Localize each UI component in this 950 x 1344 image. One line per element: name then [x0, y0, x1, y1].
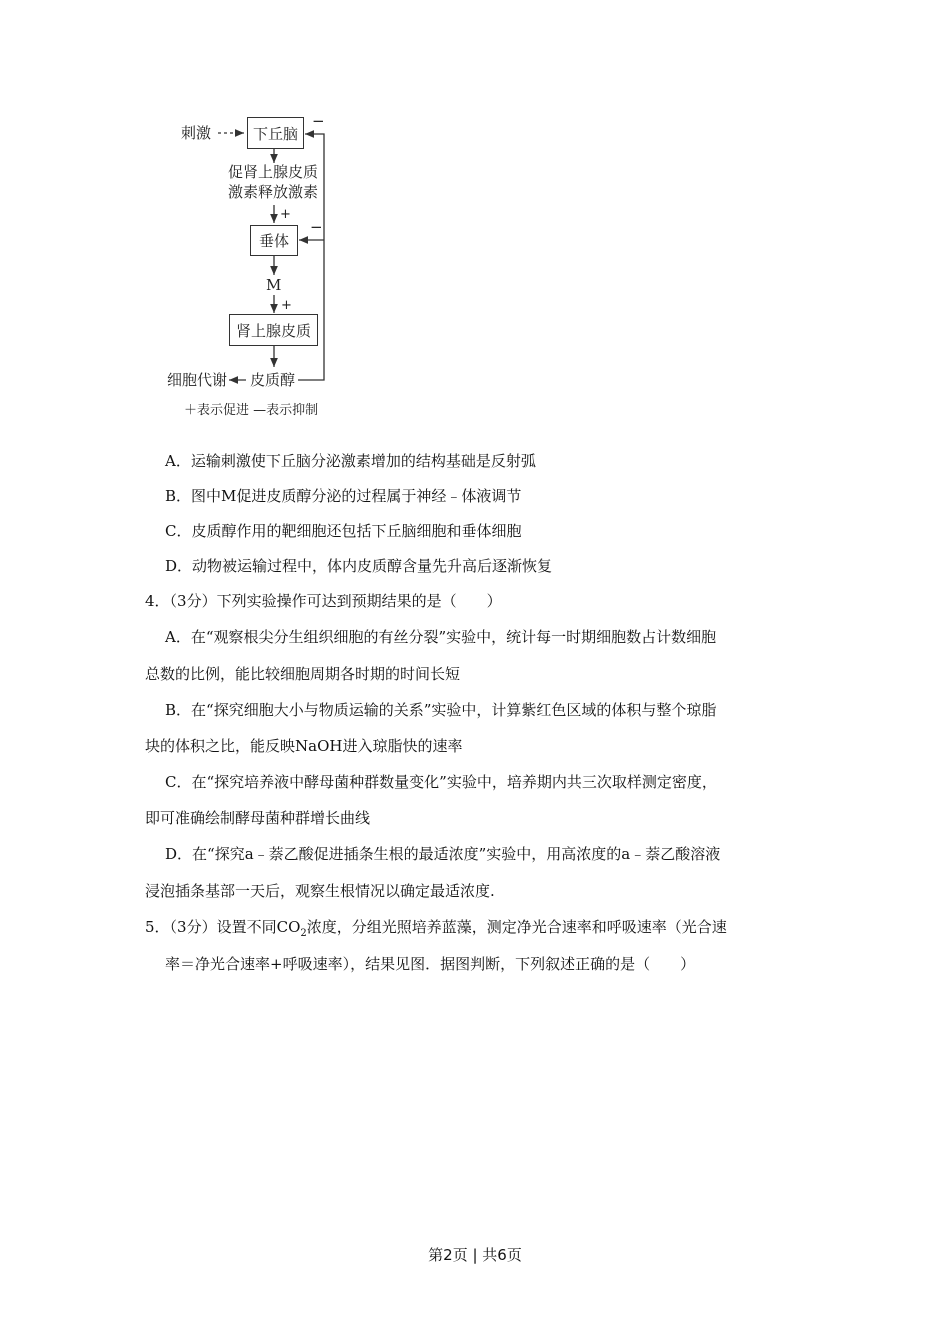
q3-option-b: B．图中M促进皮质醇分泌的过程属于神经﹣体液调节: [165, 487, 522, 505]
q5-stem-line2: 率＝净光合速率+呼吸速率），结果见图．据图判断，下列叙述正确的是（ ）: [165, 955, 696, 973]
q4-line: A．在“观察根尖分生组织细胞的有丝分裂”实验中，统计每一时期细胞数占计数细胞: [165, 628, 717, 646]
feedback-diagram-lines: [0, 0, 950, 430]
m-label: M: [266, 276, 282, 294]
pituitary-box: 垂体: [250, 225, 298, 256]
q5-text: 浓度，分组光照培养蓝藻，测定净光合速率和呼吸速率（光合速: [306, 918, 727, 936]
subscript: 2: [300, 928, 307, 939]
q4-line: 总数的比例，能比较细胞周期各时期的时间长短: [145, 665, 461, 683]
q5-stem-line1: [145, 917, 727, 944]
q4-line: C．在“探究培养液中酵母菌种群数量变化”实验中，培养期内共三次取样测定密度，: [165, 773, 717, 791]
stimulus-label: 刺激: [181, 124, 212, 142]
q4-line: 块的体积之比，能反映NaOH进入琼脂快的速率: [145, 737, 463, 755]
promote-sign: +: [281, 298, 292, 313]
q4-line: D．在“探究a﹣萘乙酸促进插条生根的最适浓度”实验中，用高浓度的a﹣萘乙酸溶液: [165, 845, 721, 863]
q4-line: B．在“探究细胞大小与物质运输的关系”实验中，计算紫红色区域的体积与整个琼脂: [165, 701, 717, 719]
hypothalamus-box: 下丘脑: [247, 117, 304, 149]
q3-option-d: D．动物被运输过程中，体内皮质醇含量先升高后逐渐恢复: [165, 557, 553, 575]
cortisol-label: 皮质醇: [250, 371, 296, 389]
inhibit-sign: −: [310, 218, 323, 236]
q5-text: 5．（3分）设置不同CO: [145, 918, 301, 936]
inhibit-sign: −: [312, 112, 325, 130]
q4-line: 浸泡插条基部一天后，观察生根情况以确定最适浓度.: [145, 882, 495, 900]
q3-option-c: C．皮质醇作用的靶细胞还包括下丘脑细胞和垂体细胞: [165, 522, 522, 540]
q3-option-a: A．运输刺激使下丘脑分泌激素增加的结构基础是反射弧: [165, 452, 536, 470]
promote-sign: +: [280, 207, 291, 222]
adrenal-cortex-box: 肾上腺皮质: [229, 314, 318, 346]
q4-stem: 4．（3分）下列实验操作可达到预期结果的是（ ）: [145, 592, 502, 610]
page-footer: 第2页 | 共6页: [428, 1246, 522, 1264]
hormone-label-1: 促肾上腺皮质: [228, 163, 319, 181]
hormone-label-2: 激素释放激素: [228, 183, 319, 201]
metabolism-label: 细胞代谢: [167, 371, 228, 389]
q4-line: 即可准确绘制酵母菌种群增长曲线: [145, 809, 371, 827]
diagram-legend: ＋表示促进 —表示抑制: [184, 403, 319, 418]
